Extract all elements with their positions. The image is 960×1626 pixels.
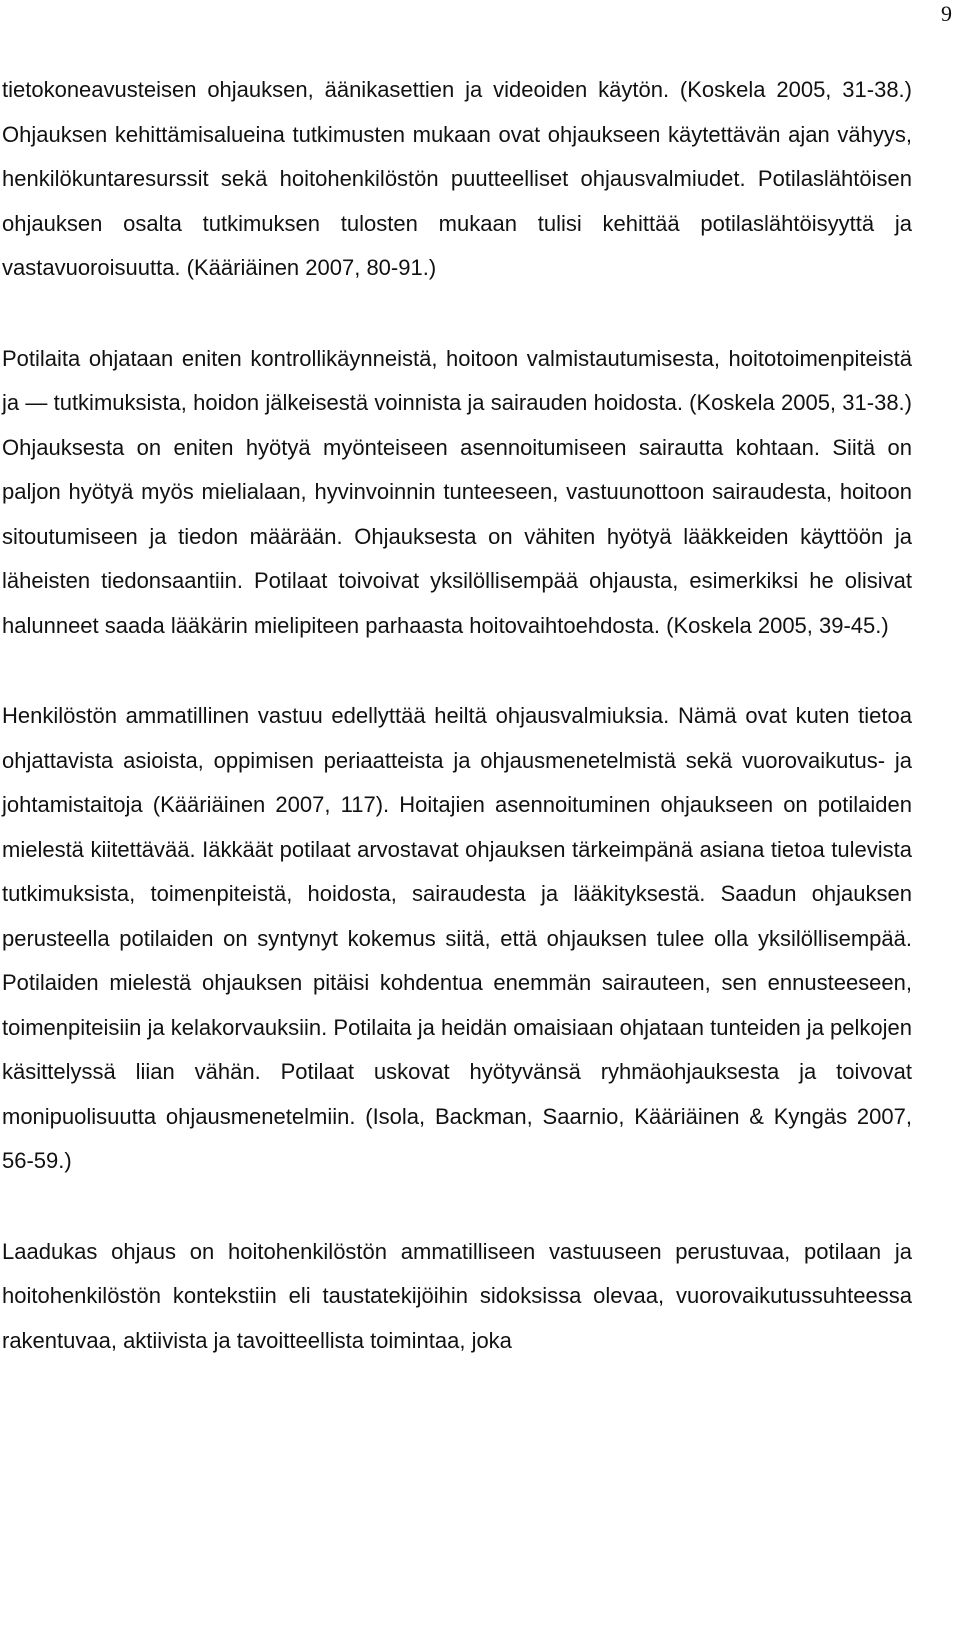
- paragraph-ohjauksen-aiheet: Potilaita ohjataan eniten kontrollikäynneistä, hoitoon valmistautumisesta, hoitotoimenpiteistä ja — tutkimuksista, hoidon jälkeisestä voinnista ja sairauden hoidosta. (Koskela 2005, 31-38.) Ohjauksesta on eniten hyötyä myönteiseen asennoitumiseen sairautta kohtaan. Siitä on paljon hyötyä myös mielialaan, hyvinvoinnin tunteeseen, vastuunottoon sairaudesta, hoitoon sitoutumiseen ja tiedon määrään. Ohjauksesta on vähiten hyötyä lääkkeiden käyttöön ja läheisten tiedonsaantiin. Potilaat toivoivat yksilöllisempää ohjausta, esimerkiksi he olisivat halunneet saada lääkärin mielipiteen parhaasta hoitovaihtoehdosta. (Koskela 2005, 39-45.): [2, 345, 912, 638]
- paragraph-henkiloston-vastuu: Henkilöstön ammatillinen vastuu edellyttää heiltä ohjausvalmiuksia. Nämä ovat kuten tietoa ohjattavista asioista, oppimisen periaatteista ja ohjausmenetelmistä sekä vuorovaikutus- ja johtamistaitoja (Kääriäinen 2007, 117). Hoitajien asennoituminen ohjaukseen on potilaiden mielestä kiitettävää. Iäkkäät potilaat arvostavat ohjauksen tärkeimpänä asiana tietoa tulevista tutkimuksista, toimenpiteistä, hoidosta, sairaudesta ja lääkityksestä. Saadun ohjauksen perusteella potilaiden on syntynyt kokemus siitä, että ohjauksen tulee olla yksilöllisempää. Potilaiden mielestä ohjauksen pitäisi kohdentua enemmän sairauteen, sen ennusteeseen, toimenpiteisiin ja kelakorvauksiin. Potilaita ja heidän omaisiaan ohjataan tunteiden ja pelkojen käsittelyssä liian vähän. Potilaat uskovat hyötyvänsä ryhmäohjauksesta ja toivovat monipuolisuutta ohjausmenetelmiin. (Isola, Backman, Saarnio, Kääriäinen & Kyngäs 2007, 56-59.): [2, 703, 912, 1173]
- paragraph-laadukas-ohjaus: Laadukas ohjaus on hoitohenkilöstön ammatilliseen vastuuseen perustuvaa, potilaan ja hoitohenkilöstön kontekstiin eli taustatekijöihin sidoksissa olevaa, vuorovaikutussuhteessa rakentuvaa, aktiivista ja tavoitteellista toimintaa, joka: [2, 1238, 912, 1353]
- page-number: 9: [941, 1, 952, 26]
- paragraph-ohjauksen-kehittamisalueet: tietokoneavusteisen ohjauksen, äänikasettien ja videoiden käytön. (Koskela 2005, 31-38.) Ohjauksen kehittämisalueina tutkimusten mukaan ovat ohjaukseen käytettävän ajan vähyys, henkilökuntaresurssit sekä hoitohenkilöstön puutteelliset ohjausvalmiudet. Potilaslähtöisen ohjauksen osalta tutkimuksen tulosten mukaan tulisi kehittää potilaslähtöisyyttä ja vastavuoroisuutta. (Kääriäinen 2007, 80-91.): [2, 77, 912, 280]
- document-body: [2, 68, 912, 1363]
